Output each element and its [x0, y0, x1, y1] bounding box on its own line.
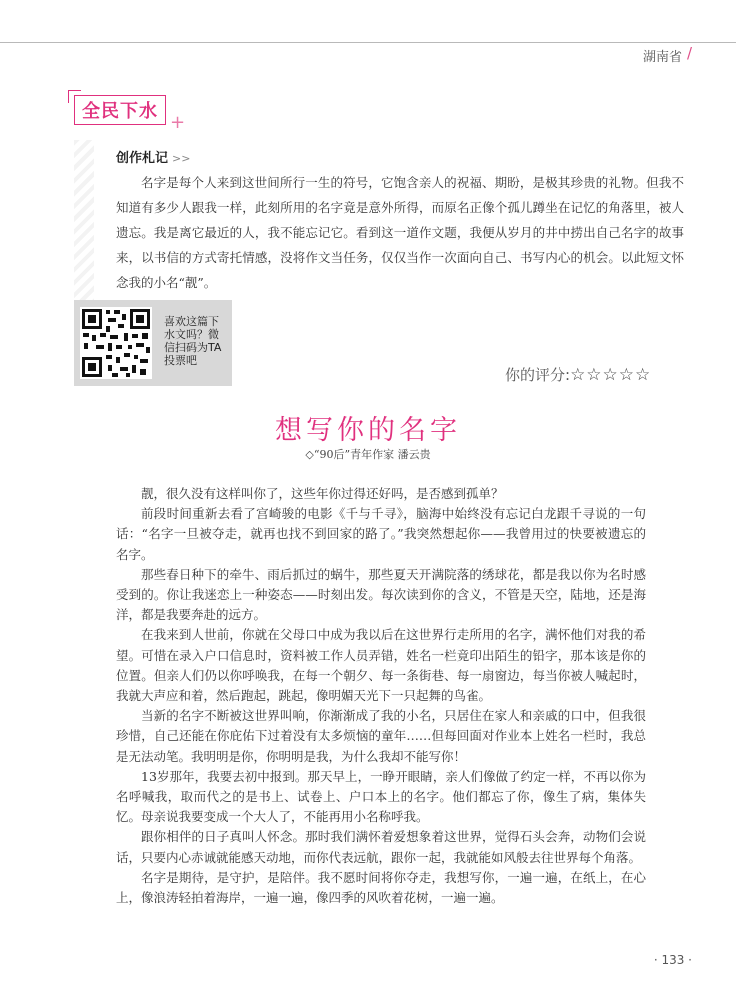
page-number: · 133 · — [653, 953, 692, 967]
article-title: 想写你的名字 — [275, 415, 461, 446]
article-paragraph: 那些春日种下的牵牛、雨后抓过的蜗牛，那些夏天开满院落的绣球花，都是我以你为名时感受到的。你让我迷恋上一种姿态——时刻出发。每次读到你的含义，不管是天空，陆地，还是海洋，都是我要奔赴的远方。 — [116, 566, 646, 623]
article-paragraph: 前段时间重新去看了宫崎骏的电影《千与千寻》，脑海中始终没有忘记白龙跟千寻说的一句话：“名字一旦被夺走，就再也找不到回家的路了。”我突然想起你——我曾用过的快要被遗忘的名字。 — [116, 506, 646, 562]
article-paragraph: 靓，很久没有这样叫你了，这些年你过得还好吗，是否感到孤单？ — [141, 486, 504, 501]
vote-prompt-text: 喜欢这篇下水文吗？微信扫码为TA投票吧 — [164, 315, 222, 367]
article-paragraph: 在我来到人世前，你就在父母口中成为我以后在这世界行走所用的名字，满怀他们对我的希望。可惜在录入户口信息时，资料被工作人员弄错，姓名一栏竟印出陌生的铅字，那本该是你的位置。但亲人们仍以你呼唤我，在每一个朝夕、每一条街巷、每一扇窗边，每当你被人喊起时，我就大声应和着，然后跑起，跳起，像明媚天光下一只起舞的鸟雀。 — [116, 627, 646, 704]
rating-stars-icon[interactable]: ☆☆☆☆☆ — [570, 365, 652, 385]
article-paragraph: 当新的名字不断被这世界叫响，你渐渐成了我的小名，只居住在家人和亲戚的口中，但我很珍惜，自己还能在你庇佑下过着没有太多烦恼的童年……但每回面对作业本上姓名一栏时，我总是无法动笔。我明明是你，你明明是我，为什么我却不能写你！ — [116, 708, 646, 764]
header-rule — [0, 42, 736, 43]
article-body — [116, 484, 646, 908]
notes-title-arrows: >> — [172, 152, 191, 165]
province-label: 湖南省 — [642, 50, 682, 65]
article-byline: ◇“90后”青年作家 潘云贵 — [305, 448, 431, 461]
rating-widget — [505, 364, 651, 385]
province-slash-decoration: / — [686, 44, 692, 62]
notes-text: 名字是每个人来到这世间所行一生的符号，它饱含亲人的祝福、期盼，是极其珍贵的礼物。但我不知道有多少人跟我一样，此刻所用的名字竟是意外所得，而原名正像个孤儿蹲坐在记忆的角落里，被人遗忘。我是离它最近的人，我不能忘记它。看到这一道作文题，我便从岁月的井中捞出自己名字的故事来，以书信的方式寄托情感，没将作文当任务，仅仅当作一次面向自己、书写内心的机会。以此短文怀念我的小名“靓”。 — [116, 175, 684, 290]
plus-decoration-icon: + — [170, 112, 186, 133]
column-tag: 全民下水 — [74, 95, 166, 125]
qr-code-icon[interactable] — [80, 307, 152, 379]
article-paragraph: 13岁那年，我要去初中报到。那天早上，一睁开眼睛，亲人们像做了约定一样，不再以你为名呼喊我，取而代之的是书上、试卷上、户口本上的名字。他们都忘了你，像生了病，集体失忆。母亲说我要变成一个大人了，不能再用小名称呼我。 — [116, 768, 646, 825]
rating-label: 你的评分: — [505, 366, 571, 384]
notes-title-text: 创作札记 — [116, 151, 169, 166]
article-paragraph: 跟你相伴的日子真叫人怀念。那时我们满怀着爱想象着这世界，觉得石头会奔，动物们会说话，只要内心赤诚就能感天动地，而你代表远航，跟你一起，我就能如风般去往世界每个角落。 — [116, 829, 646, 865]
article-paragraph: 名字是期待，是守护，是陪伴。我不愿时间将你夺走，我想写你，一遍一遍，在纸上，在心上，像浪涛轻拍着海岸，一遍一遍，像四季的风吹着花树，一遍一遍。 — [116, 869, 646, 906]
notes-title — [116, 147, 190, 166]
